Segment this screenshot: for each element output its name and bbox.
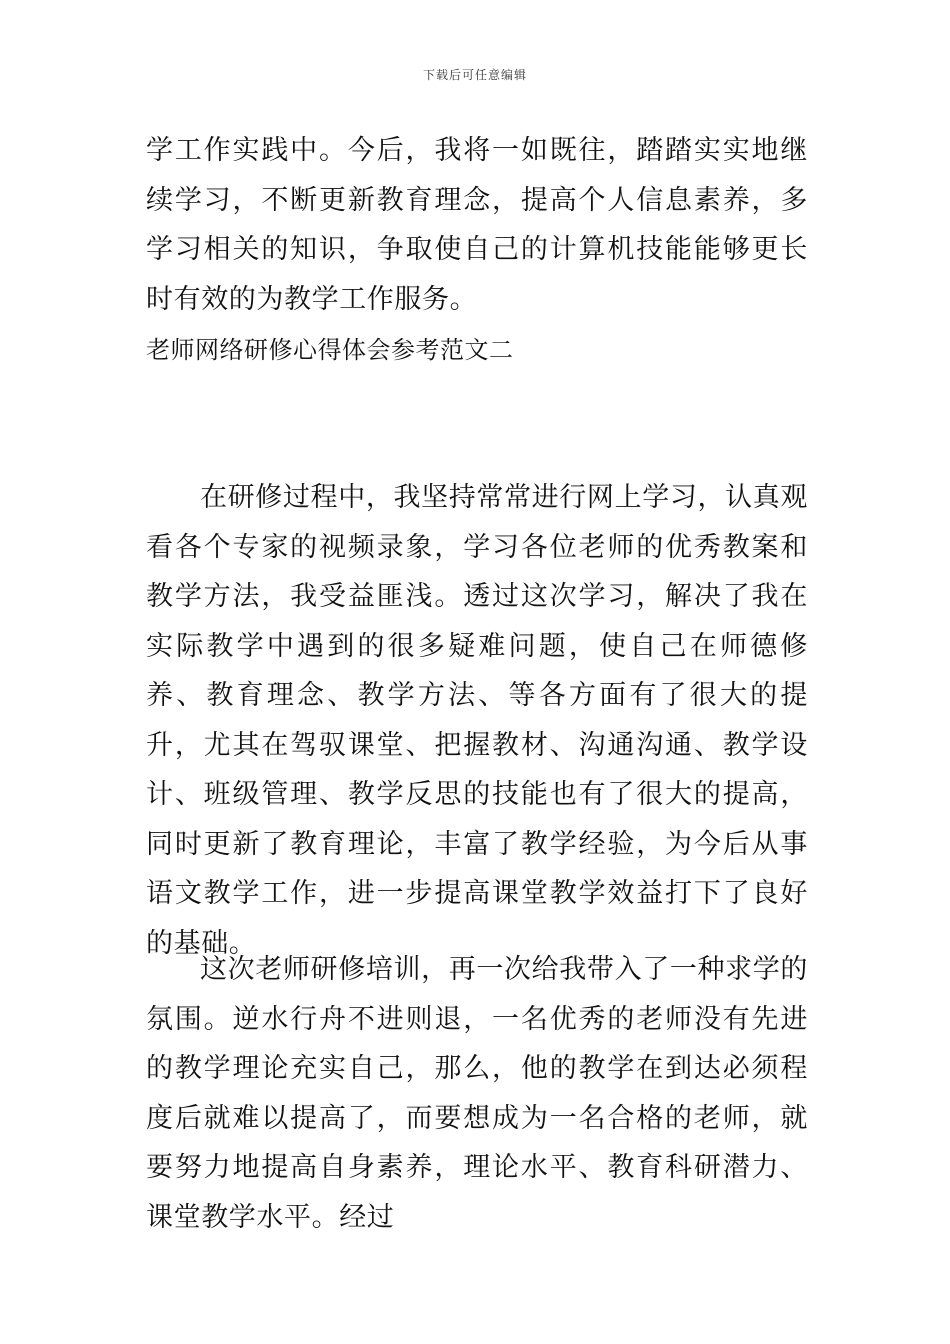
paragraph-2: 在研修过程中，我坚持常常进行网上学习，认真观看各个专家的视频录象，学习各位老师的优秀教案和教学方法，我受益匪浅。透过这次学习，解决了我在实际教学中遇到的很多疑难问题，使自己在师德修养、教育理念、教学方法、等各方面有了很大的提升，尤其在驾驭课堂、把握教材、沟通沟通、教学设计、班级管理、教学反思的技能也有了很大的提高，同时更新了教育理论，丰富了教学经验，为今后从事语文教学工作，进一步提高课堂教学效益打下了良好的基础。 (146, 482, 808, 959)
header-note: 下载后可任意编辑 (422, 68, 527, 82)
paragraph-block-2 (146, 473, 808, 968)
paragraph-block-1 (146, 126, 808, 324)
paragraph-1: 学工作实践中。今后，我将一如既往，踏踏实实地继续学习，不断更新教育理念，提高个人信息素养，多学习相关的知识，争取使自己的计算机技能能够更长时有效的为教学工作服务。 (146, 135, 808, 315)
paragraph-block-3 (146, 945, 808, 1242)
section-title: 老师网络研修心得体会参考范文二 (146, 336, 514, 364)
paragraph-3: 这次老师研修培训，再一次给我带入了一种求学的氛围。逆水行舟不进则退，一名优秀的老师没有先进的教学理论充实自己，那么，他的教学在到达必须程度后就难以提高了，而要想成为一名合格的老师，就要努力地提高自身素养，理论水平、教育科研潜力、课堂教学水平。经过 (146, 954, 808, 1233)
